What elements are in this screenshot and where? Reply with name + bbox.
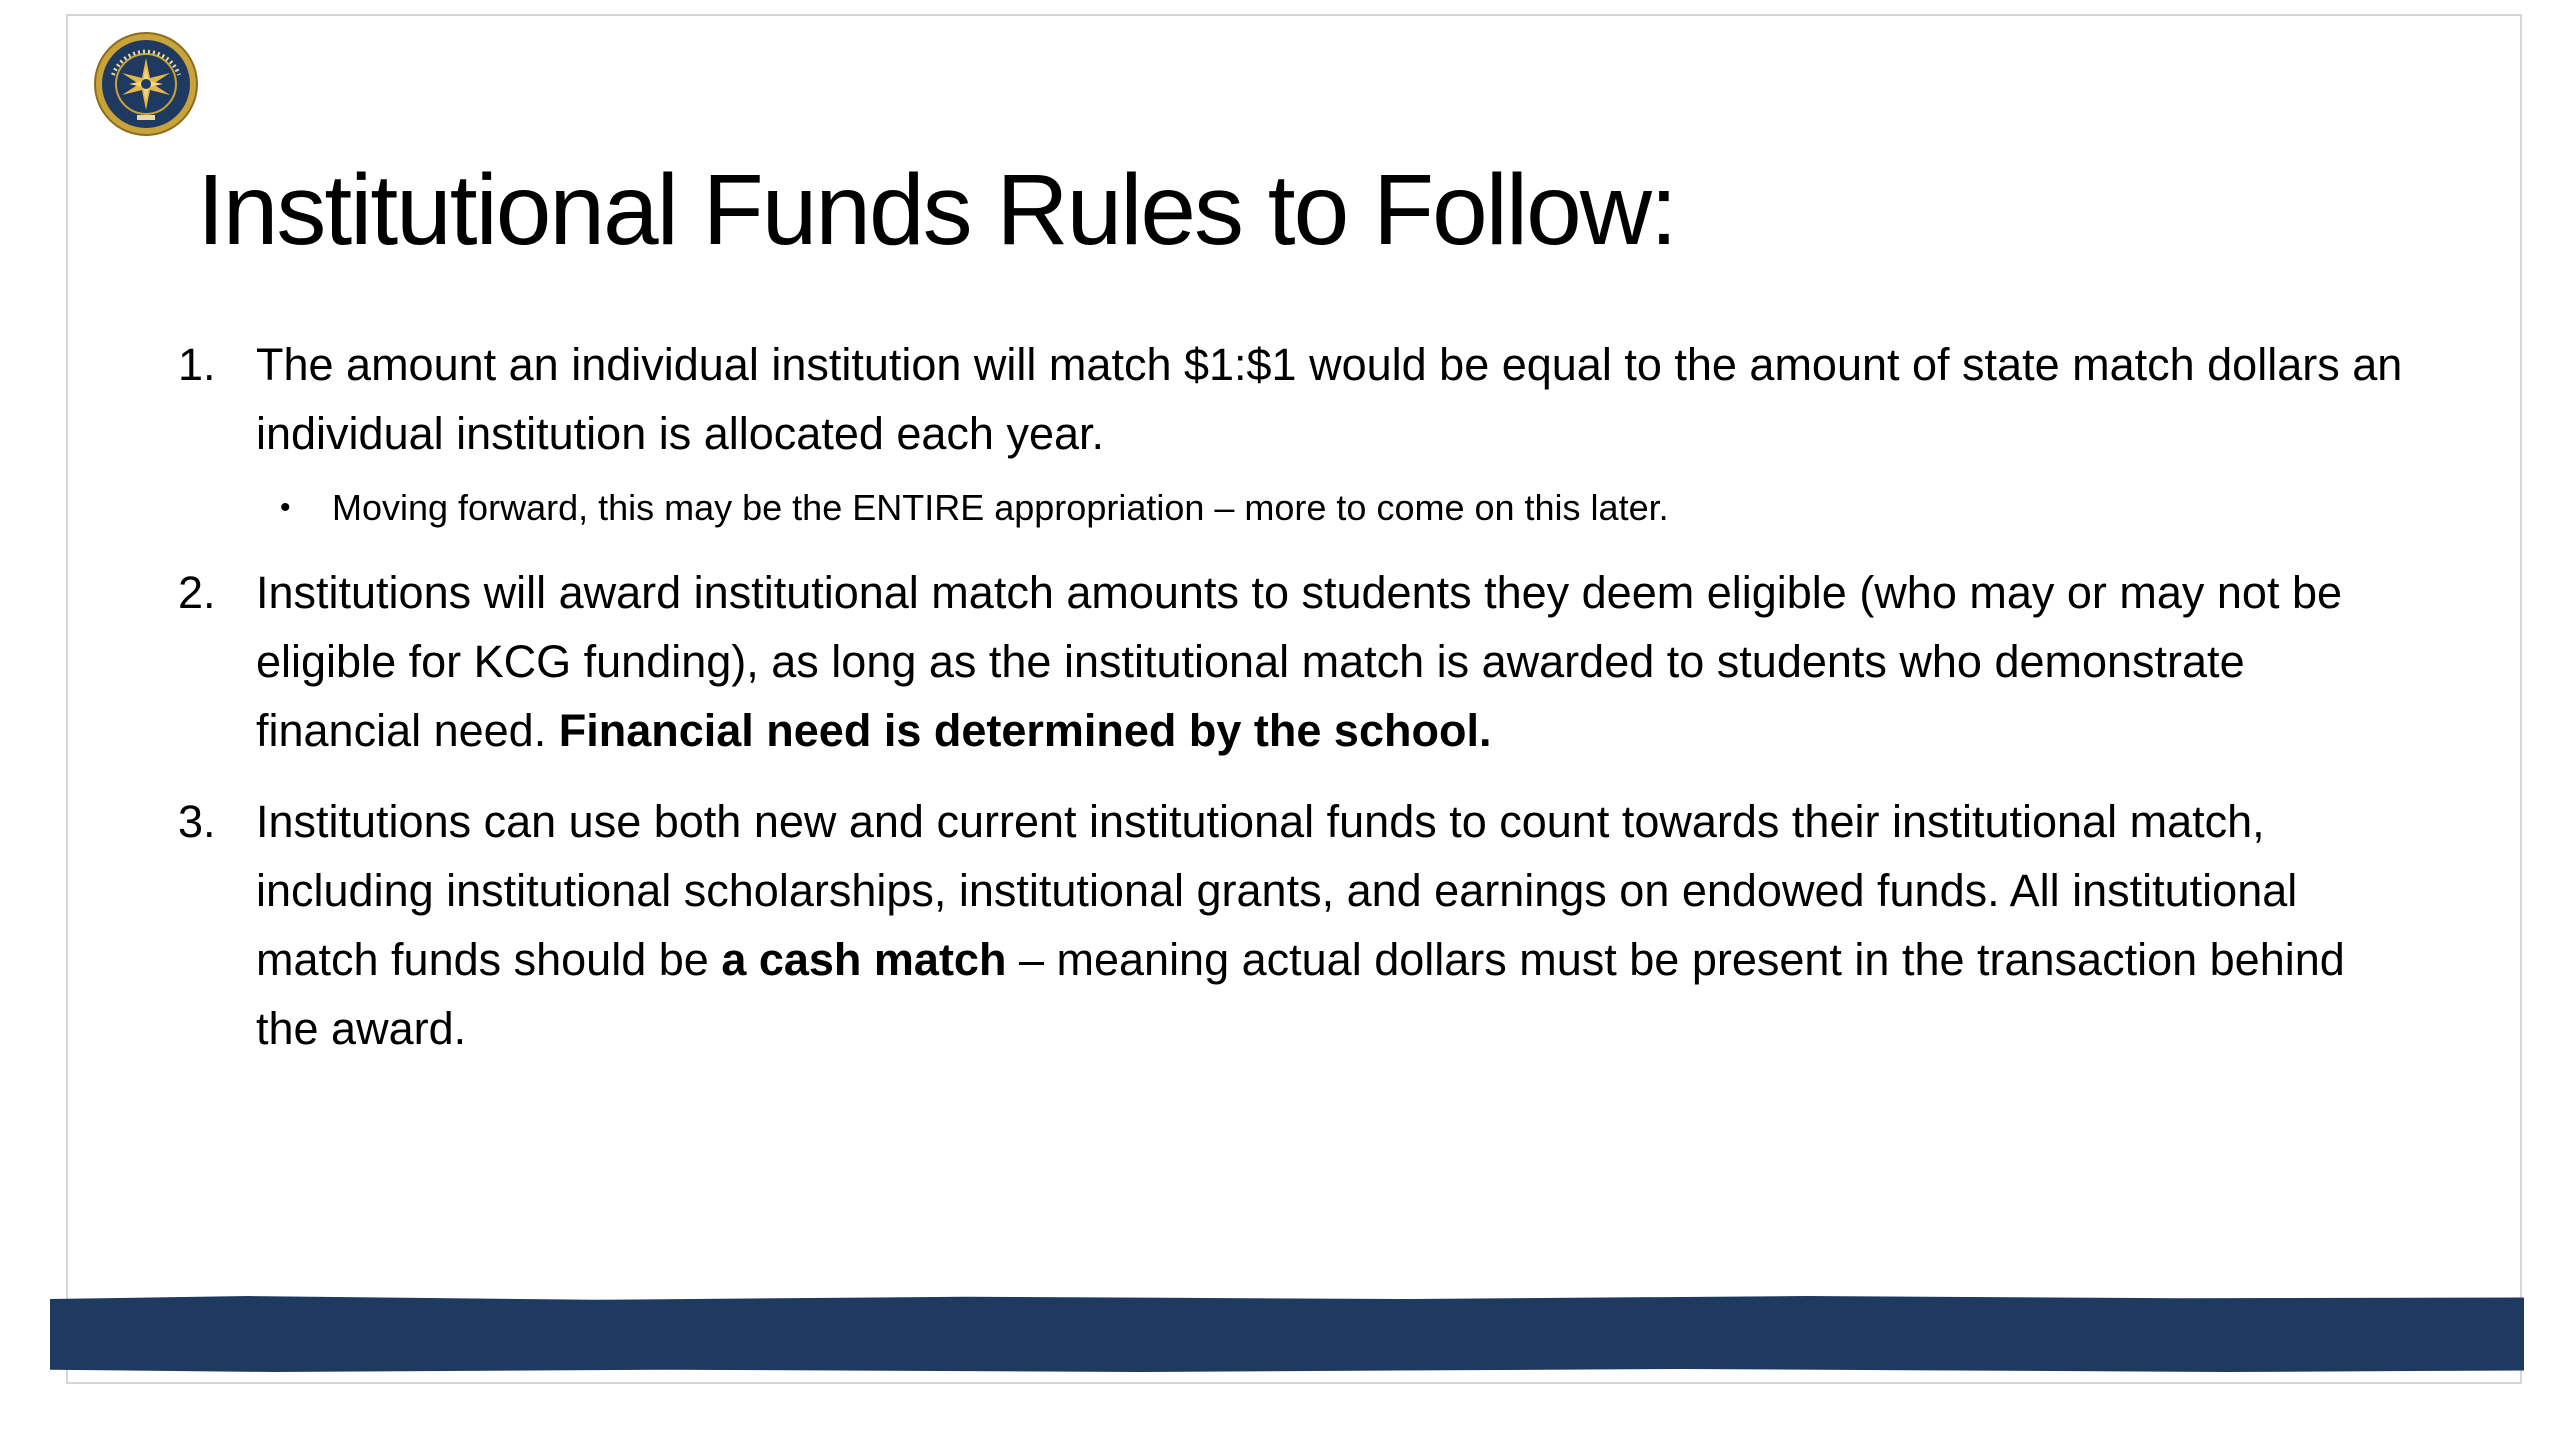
rule-number: 1. (178, 339, 216, 390)
sub-bullet-text: Moving forward, this may be the ENTIRE appropriation – more to come on this later. (332, 487, 1669, 528)
rule-emphasis: a cash match (721, 934, 1007, 985)
slide-title: Institutional Funds Rules to Follow: (197, 154, 1676, 266)
rules-list (178, 330, 2418, 1085)
rule-number: 2. (178, 567, 216, 618)
sub-bullet-item (280, 480, 2418, 536)
footer-band (50, 1296, 2524, 1372)
rule-item (178, 330, 2418, 536)
bullet-icon: • (280, 491, 291, 524)
rule-text: Institutions can use both new and current institutional funds to count towards their institutional match, including institutional scholarships, institutional grants, and earnings on endowed funds. All institutional match funds should be (256, 796, 2298, 985)
rule-item (178, 787, 2418, 1063)
state-seal-icon (93, 31, 199, 137)
rule-sub-list (256, 480, 2418, 536)
rule-text: The amount an individual institution will match $1:$1 would be equal to the amount of state match dollars an individual institution is allocated each year. (256, 339, 2403, 459)
rule-text: Institutions will award institutional match amounts to students they deem eligible (who may or may not be eligible for KCG funding), as long as the institutional match is awarded to students who demonstrate financial need. (256, 567, 2343, 756)
rule-emphasis: Financial need is determined by the school. (558, 705, 1492, 756)
rule-number: 3. (178, 796, 216, 847)
rule-item (178, 558, 2418, 765)
rule-text-continued: – meaning actual dollars must be present in the transaction behind the award. (256, 934, 2345, 1054)
